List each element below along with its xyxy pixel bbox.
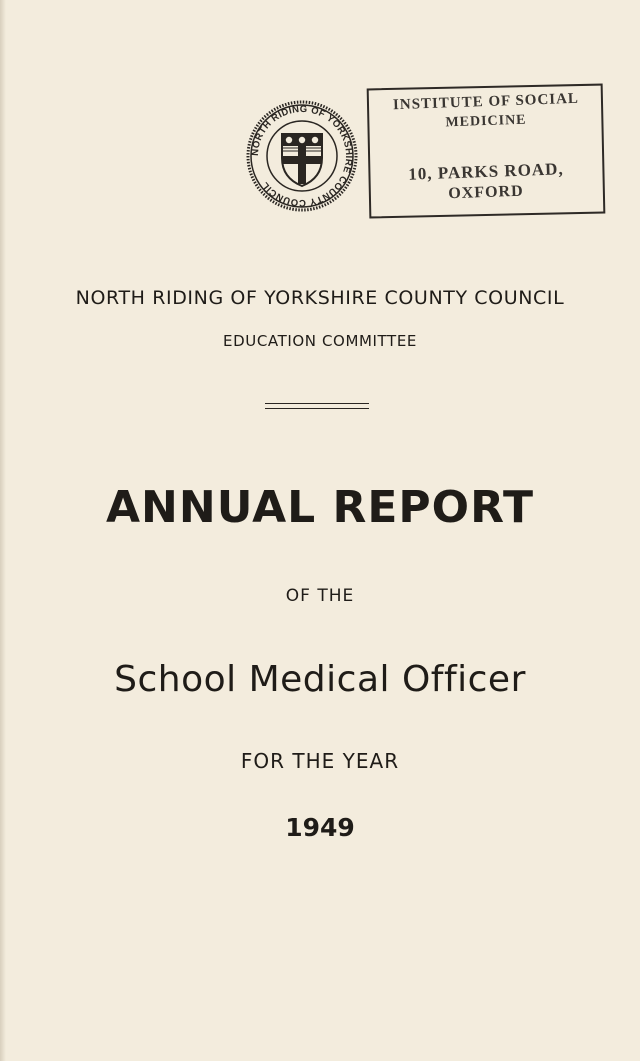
- stamp-address: 10, PARKS ROAD,: [407, 159, 564, 184]
- of-the-text: OF THE: [285, 586, 355, 606]
- double-rule-bottom: [265, 408, 369, 409]
- double-rule-top: [265, 403, 369, 404]
- stamp-medicine: MEDICINE: [445, 112, 527, 131]
- report-year: 1949: [285, 813, 355, 842]
- library-stamp: [368, 86, 604, 216]
- for-the-year-text: FOR THE YEAR: [240, 749, 400, 773]
- council-name: NORTH RIDING OF YORKSHIRE COUNTY COUNCIL: [75, 287, 565, 309]
- seal-ring-text: NORTH RIDING OF YORKSHIRE COUNTY COUNCIL: [249, 103, 355, 209]
- report-title: ANNUAL REPORT: [106, 482, 534, 533]
- stamp-institute: INSTITUTE OF SOCIAL: [392, 90, 580, 114]
- stamp-city: OXFORD: [448, 182, 524, 203]
- committee-name: EDUCATION COMMITTEE: [223, 332, 417, 350]
- officer-title: School Medical Officer: [114, 659, 526, 700]
- county-seal-emblem: [246, 100, 358, 212]
